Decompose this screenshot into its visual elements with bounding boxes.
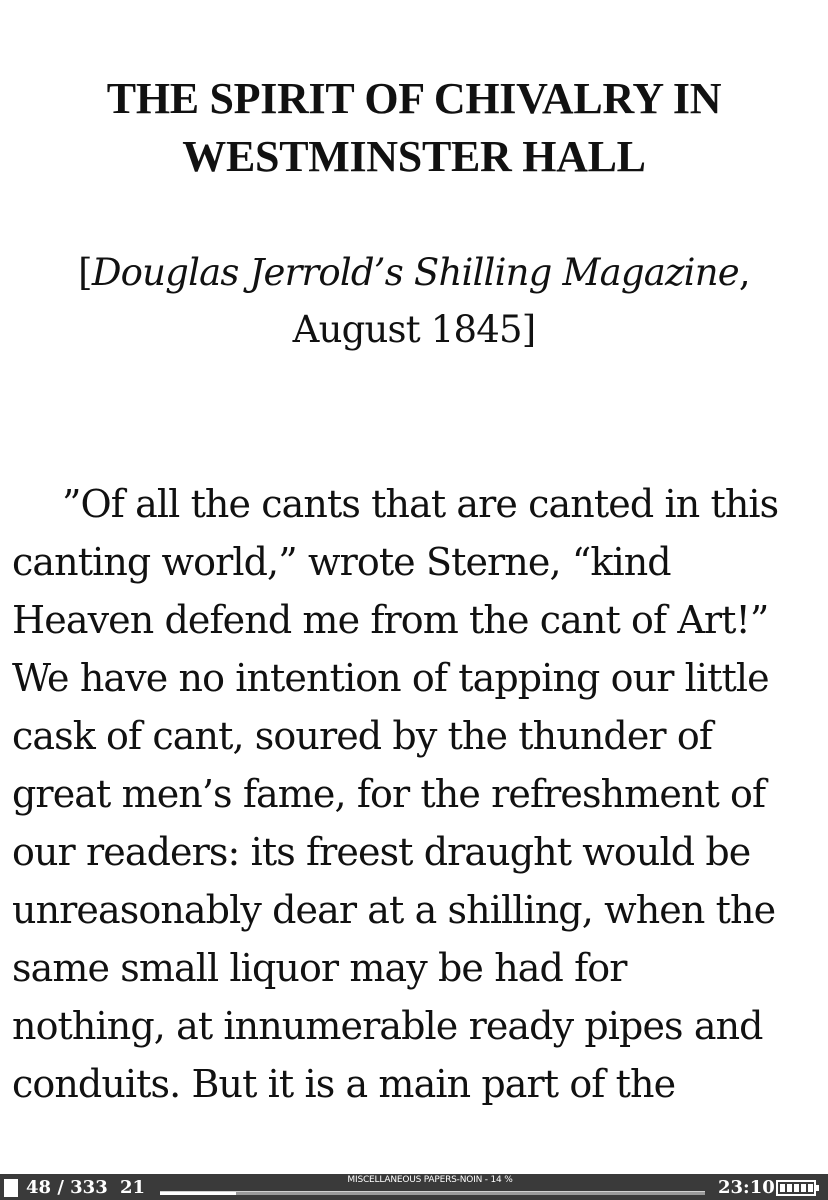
source-date: August 1845] xyxy=(292,308,536,351)
body-line: our readers: its freest draught would be xyxy=(12,830,751,874)
body-text xyxy=(12,475,822,1113)
body-line: ”Of all the cants that are canted in this xyxy=(62,482,779,526)
body-line: canting world,” wrote Sterne, “kind xyxy=(12,540,671,584)
chapter-title-line-1: THE SPIRIT OF CHIVALRY IN xyxy=(106,74,722,123)
clock: 23:10 xyxy=(718,1177,775,1198)
reading-progress-fill xyxy=(160,1192,236,1195)
reading-progress-bar xyxy=(160,1191,705,1195)
source-publication: Douglas Jerrold’s Shilling Magazine xyxy=(91,251,739,294)
body-line: We have no intention of tapping our little xyxy=(12,656,769,700)
bookmark-marker-icon xyxy=(4,1179,18,1197)
body-line: cask of cant, soured by the thunder of xyxy=(12,714,712,758)
body-line: conduits. But it is a main part of the xyxy=(12,1062,676,1106)
source-open-bracket: [ xyxy=(78,251,92,294)
book-title: MISCELLANEOUS PAPERS-NOIN - 14 % xyxy=(347,1175,513,1185)
pages-left-in-chapter: 21 xyxy=(120,1177,146,1198)
battery-icon xyxy=(776,1180,820,1196)
status-bar xyxy=(0,1174,828,1200)
body-line: same small liquor may be had for xyxy=(12,946,627,990)
body-line: great men’s fame, for the refreshment of xyxy=(12,772,766,816)
body-line: Heaven defend me from the cant of Art!” xyxy=(12,598,769,642)
body-line: unreasonably dear at a shilling, when the xyxy=(12,888,776,932)
body-line: nothing, at innumerable ready pipes and xyxy=(12,1004,763,1048)
chapter-source xyxy=(10,244,818,358)
page-count: 48 / 333 xyxy=(26,1177,108,1198)
chapter-title xyxy=(20,70,808,186)
chapter-title-line-2: WESTMINSTER HALL xyxy=(182,132,646,181)
source-comma: , xyxy=(738,251,750,294)
